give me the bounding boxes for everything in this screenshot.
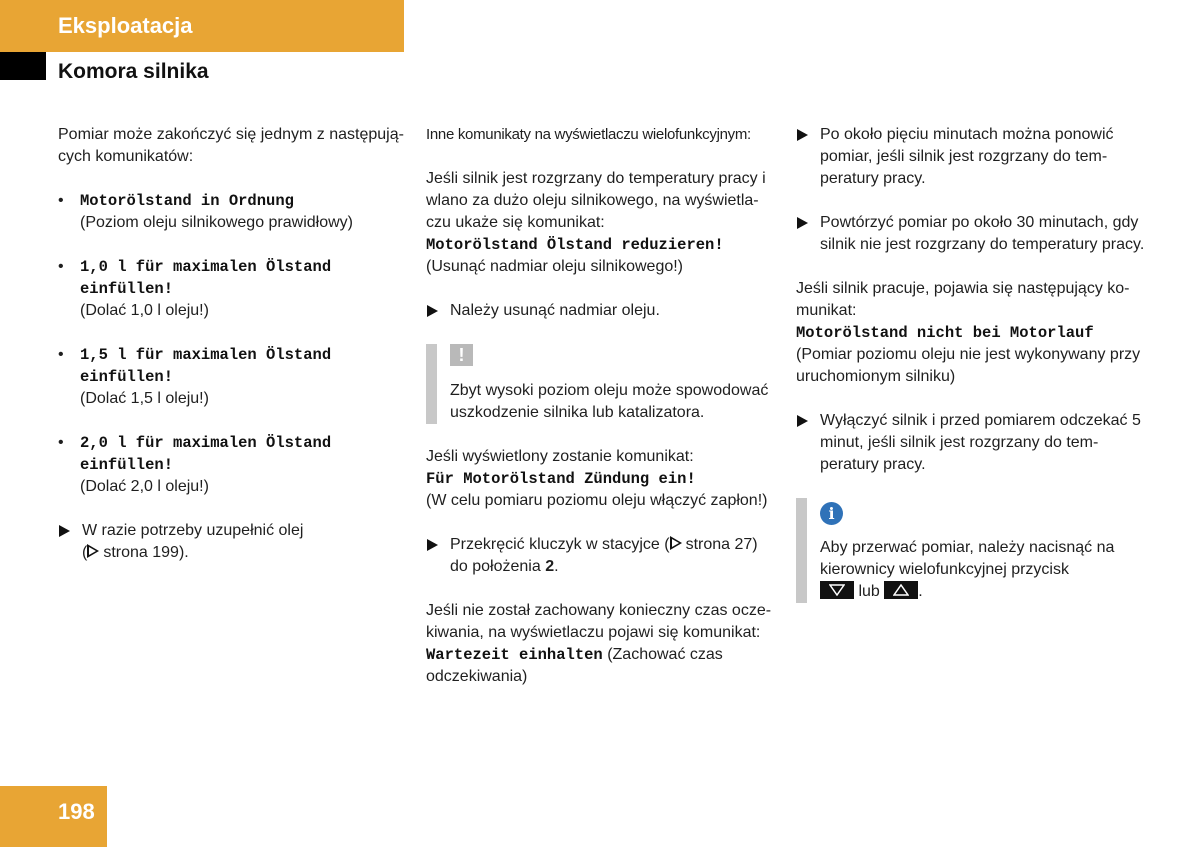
paragraph: Jeśli wyświetlony zostanie komunikat: — [426, 448, 694, 465]
message-translation: (Dolać 2,0 l oleju!) — [80, 478, 209, 495]
message-item — [58, 190, 408, 234]
message-translation: (Dolać 1,5 l oleju!) — [80, 390, 209, 407]
section-marker — [0, 52, 46, 80]
info-note — [796, 498, 1146, 603]
message-code: 1,5 l für maximalen Ölstand einfüllen! — [80, 346, 332, 386]
warning-note — [426, 344, 778, 424]
page-number: 198 — [58, 799, 95, 824]
info-keys — [820, 581, 1146, 603]
step-reference: ( strona 199). — [82, 544, 189, 561]
message-code: Wartezeit einhalten — [426, 646, 603, 664]
column-1 — [58, 124, 408, 586]
info-icon: i — [820, 502, 843, 525]
info-text: Aby przerwać pomiar, należy nacisnąć na kierownicy wielofunkcyjnej przycisk — [820, 539, 1115, 578]
instruction-step — [796, 124, 1146, 190]
warning-icon: ! — [450, 344, 473, 366]
message-code: 2,0 l für maximalen Ölstand einfüllen! — [80, 434, 332, 474]
step-arrow-icon — [427, 539, 438, 551]
instruction-step — [58, 520, 408, 564]
message-translation: (Zachować czas odczekiwania) — [426, 646, 723, 685]
key-position: 2 — [545, 558, 555, 575]
bullet-dot: • — [58, 192, 64, 209]
step-arrow-icon — [797, 129, 808, 141]
instruction-step — [426, 534, 778, 578]
step-text: Wyłączyć silnik i przed pomiarem odczekać 5 minut, jeśli silnik jest rozgrzany do tem-peratury pracy. — [820, 412, 1141, 473]
bullet-dot: • — [58, 434, 64, 451]
column-2 — [426, 124, 778, 688]
instruction-step — [426, 300, 778, 322]
message-code: Motorölstand nicht bei Motorlauf — [796, 324, 1094, 342]
message-translation: (Poziom oleju silnikowego prawidłowy) — [80, 214, 353, 231]
paragraph: Jeśli nie został zachowany konieczny czas ocze-kiwania, na wyświetlaczu pojawi się komunikat: — [426, 602, 772, 641]
section-title: Eksploatacja — [58, 13, 193, 38]
bullet-dot: • — [58, 258, 64, 275]
arrow-up-key-icon — [884, 581, 918, 599]
info-end: . — [918, 583, 923, 600]
wait-message — [426, 644, 778, 688]
step-text-part: Przekręcić kluczyk w stacyjce ( — [450, 536, 670, 553]
message-translation: (Pomiar poziomu oleju nie jest wykonywany przy uruchomionym silniku) — [796, 346, 1141, 385]
info-or: lub — [858, 583, 880, 600]
message-translation: (W celu pomiaru poziomu oleju włączyć zapłon!) — [426, 492, 768, 509]
message-translation: (Usunąć nadmiar oleju silnikowego!) — [426, 258, 684, 275]
step-arrow-icon — [59, 525, 70, 537]
paragraph: Jeśli silnik jest rozgrzany do temperatury pracy i wlano za dużo oleju silnikowego, na wyświetla-czu ukaże się komunikat: — [426, 170, 766, 231]
note-stripe — [426, 344, 437, 424]
column-3 — [796, 124, 1146, 625]
step-reference-text: strona 27) — [685, 536, 758, 553]
step-text-cont — [450, 556, 778, 578]
message-code: 1,0 l für maximalen Ölstand einfüllen! — [80, 258, 332, 298]
message-code: Motorölstand Ölstand reduzieren! — [426, 236, 724, 254]
paragraph: Jeśli silnik pracuje, pojawia się następujący ko-munikat: — [796, 280, 1130, 319]
subsection-title: Komora silnika — [58, 60, 209, 83]
step-arrow-icon — [797, 415, 808, 427]
step-text: Należy usunąć nadmiar oleju. — [450, 302, 660, 319]
instruction-step — [796, 212, 1146, 256]
message-item — [58, 256, 408, 322]
instruction-step — [796, 410, 1146, 476]
step-text: Powtórzyć pomiar po około 30 minutach, gdy silnik nie jest rozgrzany do temperatury pracy. — [820, 214, 1145, 253]
bullet-dot: • — [58, 346, 64, 363]
arrow-down-key-icon — [820, 581, 854, 599]
page-reference-icon — [670, 536, 682, 550]
message-translation: (Dolać 1,0 l oleju!) — [80, 302, 209, 319]
step-arrow-icon — [797, 217, 808, 229]
intro-text: Inne komunikaty na wyświetlaczu wielofunkcyjnym: — [426, 126, 751, 143]
warning-text: Zbyt wysoki poziom oleju może spowodować uszkodzenie silnika lub katalizatora. — [450, 382, 769, 421]
step-text — [450, 534, 778, 556]
step-text: W razie potrzeby uzupełnić olej — [82, 522, 304, 539]
message-item — [58, 344, 408, 410]
step-text: Po około pięciu minutach można ponowić pomiar, jeśli silnik jest rozgrzany do tem-peratury pracy. — [820, 126, 1114, 187]
step-text-part: do położenia — [450, 558, 541, 575]
intro-text: Pomiar może zakończyć się jednym z następują-cych komunikatów: — [58, 126, 404, 165]
message-code: Motorölstand in Ordnung — [80, 192, 294, 210]
page-reference-icon — [87, 544, 99, 558]
message-code: Für Motorölstand Zündung ein! — [426, 470, 696, 488]
step-text-part: . — [554, 558, 559, 575]
step-reference-text: strona 199). — [103, 544, 189, 561]
note-stripe — [796, 498, 807, 603]
step-arrow-icon — [427, 305, 438, 317]
message-item — [58, 432, 408, 498]
